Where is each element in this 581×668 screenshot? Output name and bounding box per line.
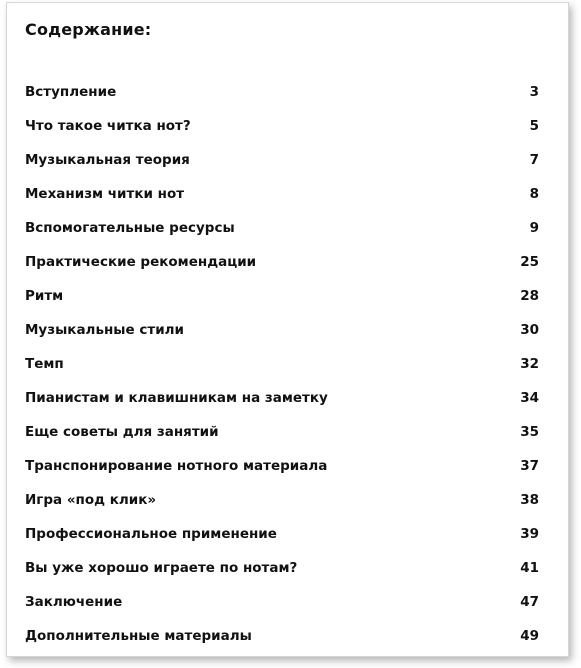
toc-entry[interactable] [25,75,539,109]
toc-entry-label: Вы уже хорошо играете по нотам? [25,560,298,576]
toc-entry-label: Музыкальные стили [25,322,185,338]
toc-entry-label: Практические рекомендации [25,254,257,270]
toc-entry[interactable] [25,279,539,313]
toc-entry[interactable] [25,415,539,449]
toc-entry-page-number: 5 [529,118,539,134]
toc-entry[interactable] [25,381,539,415]
toc-entry-page-number: 35 [520,424,539,440]
toc-entry[interactable] [25,313,539,347]
toc-entry-label: Транспонирование нотного материала [25,458,328,474]
toc-entry-label: Заключение [25,594,123,610]
toc-entry-label: Пианистам и клавишникам на заметку [25,390,328,406]
toc-entry[interactable] [25,211,539,245]
toc-entry-label: Еще советы для занятий [25,424,219,440]
document-page [6,2,569,657]
toc-entry-label: Механизм читки нот [25,186,185,202]
toc-entry-label: Музыкальная теория [25,152,190,168]
toc-entry[interactable] [25,517,539,551]
toc-entry-label: Темп [25,356,64,372]
toc-entry-page-number: 25 [520,254,539,270]
toc-entry[interactable] [25,585,539,619]
toc-entry[interactable] [25,245,539,279]
toc-entry-label: Профессиональное применение [25,526,277,542]
toc-entry-page-number: 32 [520,356,539,372]
toc-entry[interactable] [25,449,539,483]
toc-entry-label: Ритм [25,288,64,304]
toc-list [25,75,539,653]
toc-entry-page-number: 37 [520,458,539,474]
toc-entry-label: Вспомогательные ресурсы [25,220,235,236]
toc-entry[interactable] [25,143,539,177]
toc-entry-page-number: 9 [529,220,539,236]
toc-entry-page-number: 30 [520,322,539,338]
toc-entry-page-number: 8 [529,186,539,202]
toc-entry-page-number: 49 [520,628,539,644]
toc-entry-page-number: 34 [520,390,539,406]
toc-entry-label: Что такое читка нот? [25,118,191,134]
toc-entry-label: Игра «под клик» [25,492,157,508]
toc-entry-page-number: 41 [520,560,539,576]
toc-entry-page-number: 3 [529,84,539,100]
toc-entry[interactable] [25,619,539,653]
toc-entry-page-number: 38 [520,492,539,508]
toc-entry[interactable] [25,109,539,143]
toc-entry-label: Дополнительные материалы [25,628,252,644]
toc-entry-page-number: 47 [520,594,539,610]
toc-entry[interactable] [25,483,539,517]
toc-entry[interactable] [25,177,539,211]
toc-entry-label: Вступление [25,84,117,100]
toc-entry-page-number: 39 [520,526,539,542]
toc-entry-page-number: 7 [529,152,539,168]
toc-title: Содержание: [25,20,152,39]
toc-entry[interactable] [25,551,539,585]
toc-entry-page-number: 28 [520,288,539,304]
toc-entry[interactable] [25,347,539,381]
